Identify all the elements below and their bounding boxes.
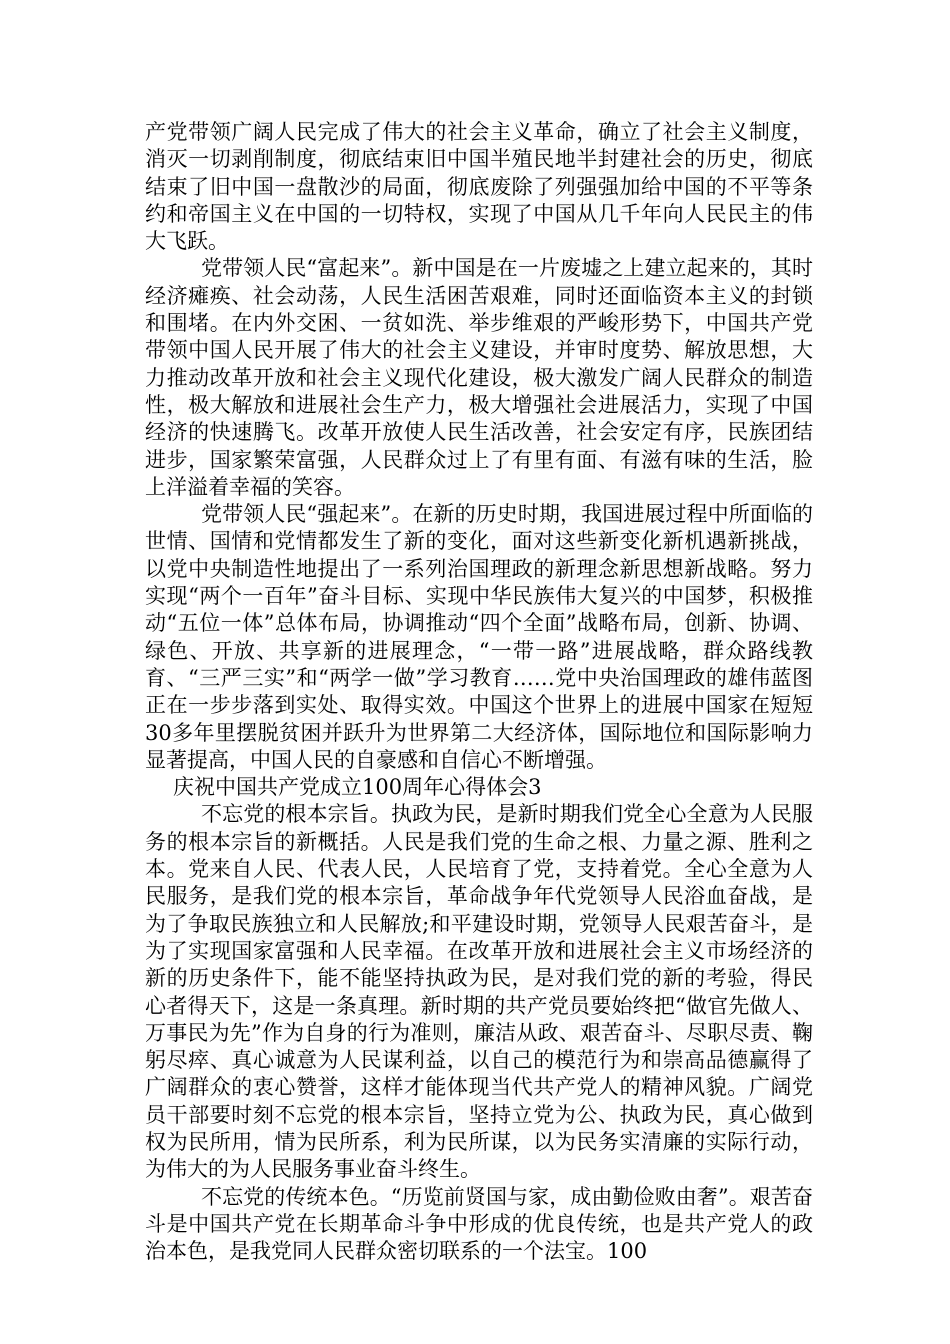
paragraph-fundamental-purpose: 不忘党的根本宗旨。执政为民，是新时期我们党全心全意为人民服务的根本宗旨的新概括。人民是我们党的生命之根、力量之源、胜利之本。党来自人民、代表人民，人民培育了党，支持着党。全心全意为人民服务，是我们党的根本宗旨，革命战争年代党领导人民浴血奋战，是为了争取民族独立和人民解放;和平建设时期，党领导人民艰苦奋斗，是为了实现国家富强和人民幸福。在改革开放和进展社会主义市场经济的新的历史条件下，能不能坚持执政为民，是对我们党的新的考验，得民心者得天下，这是一条真理。新时期的共产党员要始终把“做官先做人、万事民为先”作为自身的行为准则，廉洁从政、艰苦奋斗、尽职尽责、鞠躬尽瘁、真心诚意为人民谋利益，以自己的模范行为和崇高品德赢得了广阔群众的衷心赞誉，这样才能体现当代共产党人的精神风貌。广阔党员干部要时刻不忘党的根本宗旨，坚持立党为公、执政为民，真心做到权为民所用，情为民所系，利为民所谋，以为民务实清廉的实际行动，为伟大的为人民服务事业奋斗终生。 <box>145 802 813 1182</box>
document-body <box>145 119 813 1265</box>
paragraph-revolution-summary: 产党带领广阔人民完成了伟大的社会主义革命，确立了社会主义制度，消灭一切剥削制度，彻底结束旧中国半殖民地半封建社会的历史，彻底结束了旧中国一盘散沙的局面，彻底废除了列强强加给中国的不平等条约和帝国主义在中国的一切特权，实现了中国从几千年向人民民主的伟大飞跃。 <box>145 120 813 254</box>
section-heading: 庆祝中国共产党成立100周年心得体会3 <box>173 775 542 800</box>
paragraph-strong-up: 党带领人民“强起来”。在新的历史时期，我国进展过程中所面临的世情、国情和党情都发生了新的变化，面对这些新变化新机遇新挑战，以党中央制造性地提出了一系列治国理政的新理念新思想新战略。努力实现“两个一百年”奋斗目标、实现中华民族伟大复兴的中国梦，积极推动“五位一体”总体布局，协调推动“四个全面”战略布局，创新、协调、绿色、开放、共享新的进展理念，“一带一路”进展战略，群众路线教育、“三严三实”和“两学一做”学习教育……党中央治国理政的雄伟蓝图正在一步步落到实处、取得实效。中国这个世界上的进展中国家在短短30多年里摆脱贫困并跃升为世界第二大经济体，国际地位和国际影响力显著提高，中国人民的自豪感和自信心不断增强。 <box>145 502 813 772</box>
paragraph-traditional-character: 不忘党的传统本色。“历览前贤国与家，成由勤俭败由奢”。艰苦奋斗是中国共产党在长期革命斗争中形成的优良传统，也是共产党人的政治本色，是我党同人民群众密切联系的一个法宝。100 <box>145 1184 813 1264</box>
paragraph-rich-up: 党带领人民“富起来”。新中国是在一片废墟之上建立起来的，其时经济瘫痪、社会动荡，人民生活困苦艰难，同时还面临资本主义的封锁和围堵。在内外交困、一贫如洗、举步维艰的严峻形势下，中国共产党带领中国人民开展了伟大的社会主义建设，并审时度势、解放思想，大力推动改革开放和社会主义现代化建设，极大激发广阔人民群众的制造性，极大解放和进展社会生产力，极大增强社会进展活力，实现了中国经济的快速腾飞。改革开放使人民生活改善，社会安定有序，民族团结进步，国家繁荣富强，人民群众过上了有里有面、有滋有味的生活，脸上洋溢着幸福的笑容。 <box>145 256 813 499</box>
